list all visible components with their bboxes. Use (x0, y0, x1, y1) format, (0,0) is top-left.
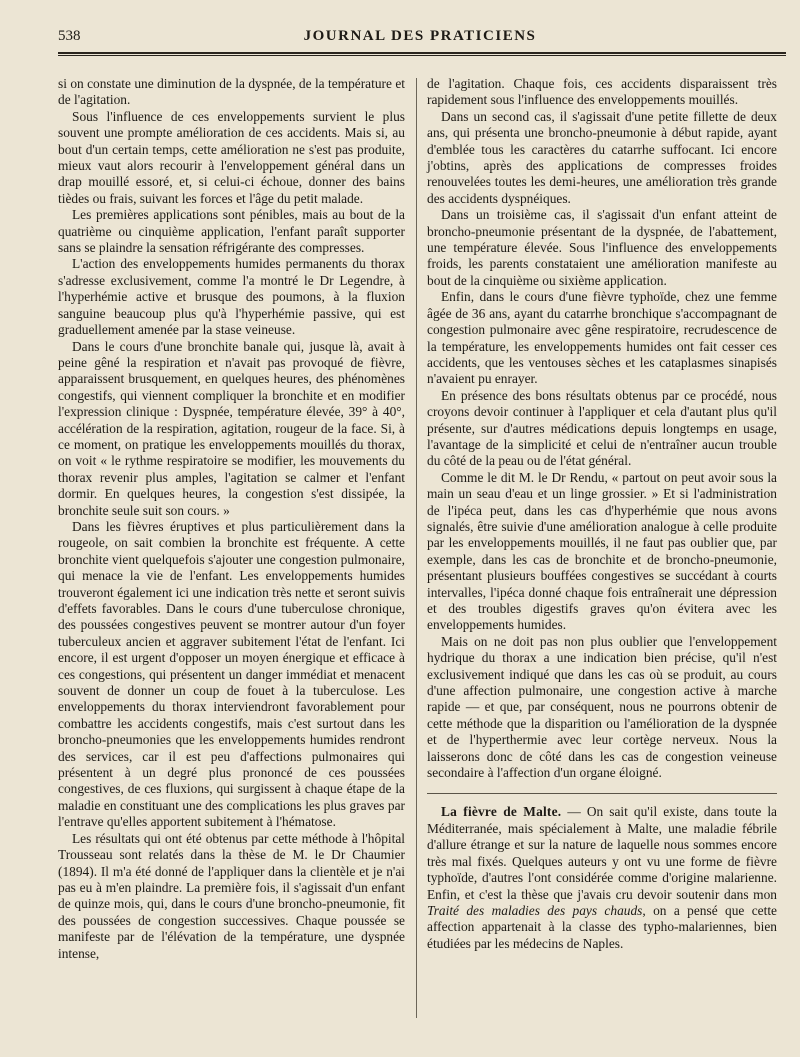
paragraph: Dans un troisième cas, il s'agissait d'un enfant atteint de broncho-pneumonie présentant de la dyspnée, de l'abattement, une température élevée. Sous l'influence des enveloppements froids, les parents constataient une amélioration manifeste au bout de la cinquième ou sixième application. (427, 207, 777, 288)
paragraph: Les résultats qui ont été obtenus par cette méthode à l'hôpital Trousseau sont relatés dans la thèse de M. le Dr Chaumier (1894). Il m'a été donné de l'appliquer dans la clientèle et je n'ai pas eu à m'en plaindre. La première fois, il s'agissait d'un enfant de quinze mois, qui, dans le cours d'une broncho-pneumonie, fit des poussées de congestion successives. Chaque poussée se manifeste par de l'élévation de la température, une dyspnée intense, (58, 830, 405, 961)
paragraph: Sous l'influence de ces enveloppements survient le plus souvent une prompte amélioration de ces accidents. Mais si, au bout d'un certain temps, cette amélioration ne s'est pas produite, mieux vaut alors recourir à l'enveloppement général dans un drap mouillé essoré, et, si celui-ci échoue, donner des bains tièdes ou frais, suivant les forces et l'âge du petit malade. (58, 108, 405, 206)
paragraph: En présence des bons résultats obtenus par ce procédé, nous croyons devoir continuer à l'appliquer et cela d'autant plus qu'il présente, sur d'autres médications depuis longtemps en usage, l'avantage de la simplicité et celui de n'entraîner aucun trouble du côté de la peau ou de l'état général. (427, 387, 777, 469)
section-text-end: , on a pensé que cette affection appartenait à la classe des typho-malariennes, bien étudiées par les médecins de Naples. (427, 902, 777, 951)
journal-title: JOURNAL DES PRATICIENS (303, 28, 537, 44)
section-paragraph (427, 804, 777, 952)
book-title: Traité des maladies des pays chauds (427, 902, 643, 918)
header-rule (58, 52, 786, 56)
section-rule (427, 793, 777, 794)
page-number: 538 (58, 28, 81, 44)
left-column (58, 76, 405, 962)
page-header (58, 24, 782, 48)
paragraph: Dans un second cas, il s'agissait d'une petite fillette de deux ans, qui présenta une broncho-pneumonie à début rapide, ayant d'emblée tous les caractères du catarrhe suffocant. Ici encore j'obtins, après des applications de compresses froides renouvelées toutes les demi-heures, une amélioration très grande des accidents dyspnéiques. (427, 108, 777, 206)
paragraph: Dans les fièvres éruptives et plus particulièrement dans la rougeole, on sait combien la bronchite est fréquente. A cette bronchite vient quelquefois s'ajouter une congestion pulmonaire, qui menace la vie de l'enfant. Les enveloppements humides trouveront également ici une indication très nette et seront suivis d'effets favorables. Dans le cours d'une tuberculose chronique, des poussées congestives peuvent se montrer autour d'un foyer tuberculeux ancien et aggraver subitement l'état de l'enfant. Ici encore, il est urgent d'opposer un moyen énergique et efficace à ces congestions, qui présentent un danger immédiat et menacent souvent de donner un coup de fouet à la tuberculose. Les enveloppements du thorax interviendront favorablement pour combattre les accidents congestifs, mais c'est surtout dans les broncho-pneumonies que les enveloppements humides rendront des services, car il est peu d'affections pulmonaires qui présentent à un degré plus prononcé de ces poussées congestives, de ces fluxions, qui surgissent à chaque étape de la maladie en constituant une des complications les plus graves par l'entrave qu'elles apportent subitement à l'hématose. (58, 518, 405, 830)
right-column (427, 76, 777, 952)
column-divider (416, 78, 417, 1018)
paragraph: si on constate une diminution de la dyspnée, de la température et de l'agitation. (58, 76, 405, 108)
paragraph: Dans le cours d'une bronchite banale qui, jusque là, avait à peine gêné la respiration et n'avait pas provoqué de fièvre, apparaissent brusquement, en quelques heures, des phénomènes congestifs, qui viennent compliquer la bronchite et en modifier l'expression clinique : Dyspnée, température élevée, 39° à 40°, accélération de la respiration, agitation, rougeur de la face. Si, à ce moment, on pratique les enveloppements mouillés du thorax, on voit « le rythme respiratoire se modifier, les mouvements du thorax revenir plus amples, l'agitation se calmer et l'enfant dormir. En quelques heures, la congestion s'est dissipée, la bronchite seule suit son cours. » (58, 338, 405, 518)
paragraph: Les premières applications sont pénibles, mais au bout de la quatrième ou cinquième application, l'enfant paraît supporter sans se plaindre la sensation réfrigérante des compresses. (58, 207, 405, 256)
paragraph: de l'agitation. Chaque fois, ces accidents disparaissent très rapidement sous l'influence des enveloppements mouillés. (427, 76, 777, 108)
paragraph: Mais on ne doit pas non plus oublier que l'enveloppement hydrique du thorax a une indication bien précise, qu'il n'est exclusivement indiqué que dans les cas où se produit, au cours d'une affection pulmonaire, une congestion active à marche rapide — et que, par conséquent, nous ne pourrons obtenir de cette méthode que la disparition ou l'amélioration de la dyspnée et de l'hyperthermie avec leur cortège nerveux. Nous la laisserons donc de côté dans les cas de congestion veineuse secondaire à l'affection d'un organe éloigné. (427, 633, 777, 781)
section-text: — On sait qu'il existe, dans toute la Méditerranée, mais spécialement à Malte, une maladie fébrile d'allure étrange et sur la nature de laquelle nous sommes encore très mal fixés. Quelques auteurs y ont vu une forme de fièvre typhoïde, d'autres l'ont considérée comme d'origine malarienne. Enfin, et c'est la thèse que j'avais cru devoir soutenir dans mon (427, 804, 777, 902)
section-title: La fièvre de Malte. (441, 804, 562, 820)
paragraph: Comme le dit M. le Dr Rendu, « partout on peut avoir sous la main un seau d'eau et un linge grossier. » Et si l'administration de l'ipéca peut, dans les cas d'hyperhémie que nous avons signalés, être suivie d'une amélioration analogue à celle produite par les enveloppements mouillés, il ne faut pas oublier que, par exemple, dans les cas de bronchite et de broncho-pneumonie, présentant plusieurs bouffées congestives se succédant à courts intervalles, l'ipéca donné chaque fois entraînerait une dépression et des troubles digestifs graves qu'on évitera avec les enveloppements humides. (427, 469, 777, 633)
paragraph: Enfin, dans le cours d'une fièvre typhoïde, chez une femme âgée de 36 ans, ayant du catarrhe bronchique s'accompagnant de congestion pulmonaire avec gêne respiratoire, recrudescence de la température, les enveloppements humides ont fait cesser ces accidents, que les ventouses sèches et les cataplasmes sinapisés n'avaient pu enrayer. (427, 289, 777, 387)
paragraph: L'action des enveloppements humides permanents du thorax s'adresse exclusivement, comme l'a montré le Dr Legendre, à l'hyperhémie active et brusque des poumons, à la fluxion sanguine beaucoup plus qu'à l'hyperhémie passive, qui est graduellement amenée par la stase veineuse. (58, 256, 405, 338)
